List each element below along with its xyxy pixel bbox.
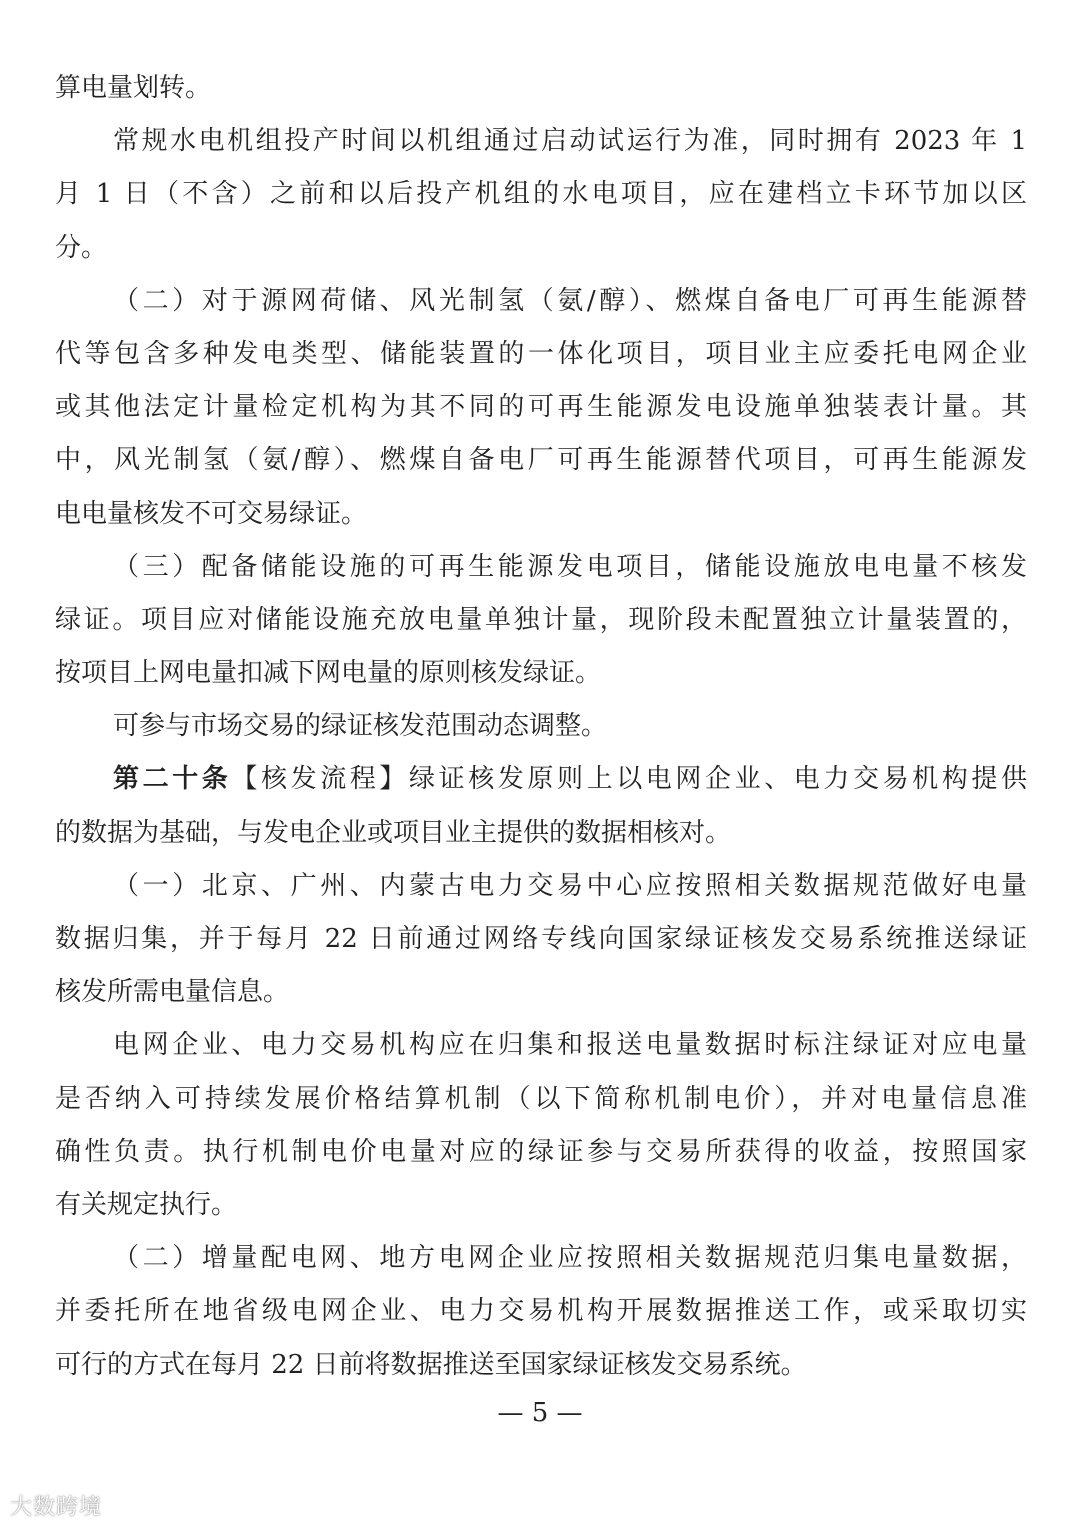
article-line xyxy=(55,753,1027,806)
document-body xyxy=(55,62,1027,1392)
text-line: （三）配备储能设施的可再生能源发电项目，储能设施放电电量不核发 xyxy=(113,551,1027,582)
text-line: 可行的方式在每月 22 日前将数据推送至国家绿证核发交易系统。 xyxy=(55,1349,807,1380)
text-line: 【核发流程】绿证核发原则上以电网企业、电力交易机构提供 xyxy=(231,764,1027,795)
text-line: 中，风光制氢（氨/醇）、燃煤自备电厂可再生能源替代项目，可再生能源发 xyxy=(55,445,1027,476)
text-line: （二）对于源网荷储、风光制氢（氨/醇）、燃煤自备电厂可再生能源替 xyxy=(113,285,1027,316)
text-line: 有关规定执行。 xyxy=(55,1189,238,1220)
text-line: 的数据为基础，与发电企业或项目业主提供的数据相核对。 xyxy=(55,817,732,848)
text-line: 确性负责。执行机制电价电量对应的绿证参与交易所获得的收益，按照国家 xyxy=(55,1136,1027,1167)
text-line: 或其他法定计量检定机构为其不同的可再生能源发电设施单独装表计量。其 xyxy=(55,392,1027,423)
watermark-logo: 大数跨境 xyxy=(10,1495,103,1520)
text-line: （二）增量配电网、地方电网企业应按照相关数据规范归集电量数据， xyxy=(113,1243,1027,1274)
text-line: 月 1 日（不含）之前和以后投产机组的水电项目，应在建档立卡环节加以区 xyxy=(55,179,1027,210)
page-number: — 5 — xyxy=(497,1398,583,1428)
text-line: 代等包含多种发电类型、储能装置的一体化项目，项目业主应委托电网企业 xyxy=(55,338,1027,369)
text-line: 按项目上网电量扣减下网电量的原则核发绿证。 xyxy=(55,658,602,689)
text-line: 算电量划转。 xyxy=(55,73,212,103)
text-line: 电网企业、电力交易机构应在归集和报送电量数据时标注绿证对应电量 xyxy=(113,1030,1027,1061)
text-line: 分。 xyxy=(55,232,108,263)
text-line: 核发所需电量信息。 xyxy=(55,977,290,1008)
text-line: 可参与市场交易的绿证核发范围动态调整。 xyxy=(113,711,608,742)
text-line: 常规水电机组投产时间以机组通过启动试运行为准，同时拥有 2023 年 1 xyxy=(113,126,1027,157)
text-line: 电电量核发不可交易绿证。 xyxy=(55,498,368,529)
text-line: 绿证。项目应对储能设施充放电量单独计量，现阶段未配置独立计量装置的， xyxy=(55,604,1027,635)
text-line: 数据归集，并于每月 22 日前通过网络专线向国家绿证核发交易系统推送绿证 xyxy=(55,924,1027,954)
text-line: 并委托所在地省级电网企业、电力交易机构开展数据推送工作，或采取切实 xyxy=(55,1296,1027,1327)
text-line: （一）北京、广州、内蒙古电力交易中心应按照相关数据规范做好电量 xyxy=(113,870,1027,901)
article-heading: 第二十条 xyxy=(113,764,232,795)
text-line: 是否纳入可持续发展价格结算机制（以下简称机制电价），并对电量信息准 xyxy=(55,1083,1027,1114)
